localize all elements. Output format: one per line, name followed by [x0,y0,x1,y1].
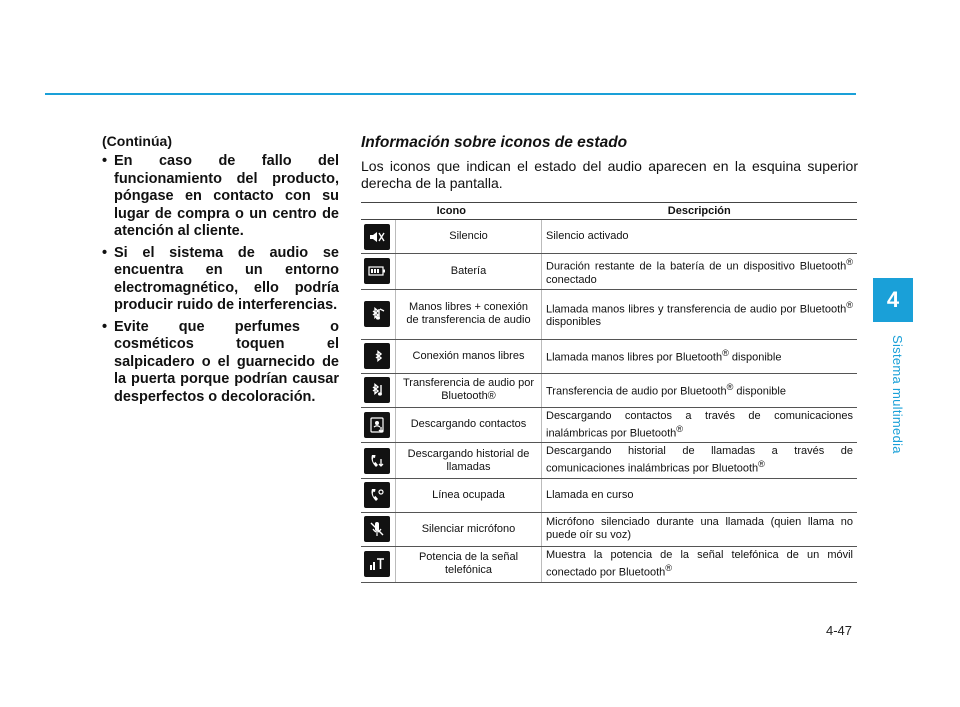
icon-name-line: Manos libres + conexión [409,301,528,314]
icon-name-line: Conexión manos libres [412,349,525,362]
table-row [361,512,857,546]
icon-name-line: telefónica [444,564,493,577]
description-cell [542,339,858,373]
bluetooth-audio-icon [364,377,390,403]
table-row [361,546,857,582]
icon-name-cell [396,254,542,290]
table-row [361,407,857,443]
icon-name-cell [396,289,542,339]
table-row [361,220,857,254]
description-cell [542,254,858,290]
list-item: • Si el sistema de audio se encuentra en un entorno electromagnético, ello podría producir ruido de interferencias. [102,245,339,315]
speaker-muted-icon [364,224,390,250]
icon-name-cell [396,373,542,407]
table-row [361,254,857,290]
table-row [361,478,857,512]
icon-name-line: de transferencia de audio [406,314,531,327]
registered-mark: ® [665,562,673,573]
description-cell [542,443,858,479]
icon-name-cell [396,220,542,254]
icon-name-cell [396,478,542,512]
registered-mark: ® [758,459,765,470]
busy-line-icon [364,482,390,508]
icon-name-line: Línea ocupada [432,488,505,501]
icon-name-cell [396,512,542,546]
description-suffix: disponibles [546,316,602,329]
description-cell [542,289,858,339]
table-row [361,373,857,407]
description-text: Llamada manos libres por Bluetooth [546,351,723,364]
description-text: Llamada manos libres y transferencia de audio por Bluetooth [546,303,847,316]
list-item: • En caso de fallo del funcionamiento del producto, póngase en contacto con su lugar de compra o un centro de atención al cliente. [102,153,339,241]
icon-name-cell [396,407,542,443]
description-cell [542,220,858,254]
signal-strength-icon [364,551,390,577]
icon-cell [361,512,396,546]
icon-name-line: Potencia de la señal [418,551,519,564]
chapter-title: Sistema multimedia [890,335,905,454]
continued-label: (Continúa) [102,133,172,149]
icon-cell [361,546,396,582]
icon-name-line: Batería [450,264,487,277]
icon-name-cell [396,443,542,479]
icon-cell [361,407,396,443]
right-column [361,134,858,583]
table-row [361,339,857,373]
table-row [361,443,857,479]
icon-cell [361,254,396,290]
chapter-number-tab [873,278,913,322]
icon-cell [361,478,396,512]
description-text: Muestra la potencia de la señal telefónica de un móvil conectado por Bluetooth [546,548,853,579]
icon-cell [361,373,396,407]
description-cell [542,407,858,443]
icon-name-line: Bluetooth® [441,390,496,403]
icon-column-header: Icono [361,203,542,220]
description-column-header: Descripción [542,203,858,220]
description-text: Descargando historial de llamadas a través de comunicaciones inalámbricas por Bluetooth [546,445,853,475]
icon-cell [361,220,396,254]
precaution-list [102,153,339,406]
icon-name-line: Silenciar micrófono [421,522,516,535]
registered-mark: ® [722,348,729,359]
header-rule [45,93,856,95]
page-number: 4-47 [826,623,853,638]
bluetooth-handsfree-icon [364,343,390,369]
icon-cell [361,443,396,479]
description-cell [542,546,858,582]
description-text: Transferencia de audio por Bluetooth [546,385,727,398]
icon-cell [361,289,396,339]
icon-name-cell [396,546,542,582]
description-cell [542,512,858,546]
bluetooth-handsfree-audio-icon [364,301,390,327]
intro-paragraph: Los iconos que indican el estado del audio aparecen en la esquina superior derecha de la pantalla. [361,158,858,191]
chapter-number: 4 [886,287,900,312]
description-suffix: disponible [733,385,786,398]
icon-name-cell [396,339,542,373]
battery-icon [364,258,390,284]
description-text: Descargando contactos a través de comunicaciones inalámbricas por Bluetooth [546,409,853,440]
section-title: Información sobre iconos de estado [361,134,628,151]
list-item: • Evite que perfumes o cosméticos toquen el salpicadero o el guarnecido de la puerta porque podrían causar desperfectos o decoloración. [102,319,339,407]
status-icon-table [361,202,857,583]
description-suffix: disponible [728,351,782,364]
description-cell [542,478,858,512]
table-row [361,289,857,339]
icon-name-line: Descargando contactos [410,418,527,431]
icon-name-line: Transferencia de audio por [402,377,535,390]
description-text: Silencio activado [546,230,629,242]
call-history-download-icon [364,448,390,474]
left-column [102,133,339,410]
registered-mark: ® [726,382,734,393]
registered-mark: ® [846,299,853,310]
table-body [361,220,857,583]
contacts-download-icon [364,412,390,438]
icon-cell [361,339,396,373]
registered-mark: ® [676,423,683,434]
description-text: Micrófono silenciado durante una llamada (quien llama no puede oír su voz) [546,516,853,542]
description-suffix: conectado [546,273,597,286]
description-cell [542,373,858,407]
registered-mark: ® [846,257,853,267]
icon-name-line: llamadas [446,460,491,473]
description-text: Llamada en curso [546,488,634,501]
table-header-row [361,203,857,220]
icon-name-line: Descargando historial de [407,447,530,460]
microphone-muted-icon [364,516,390,542]
description-text: Duración restante de la batería de un dispositivo Bluetooth [546,260,847,273]
icon-name-line: Silencio [449,230,488,242]
